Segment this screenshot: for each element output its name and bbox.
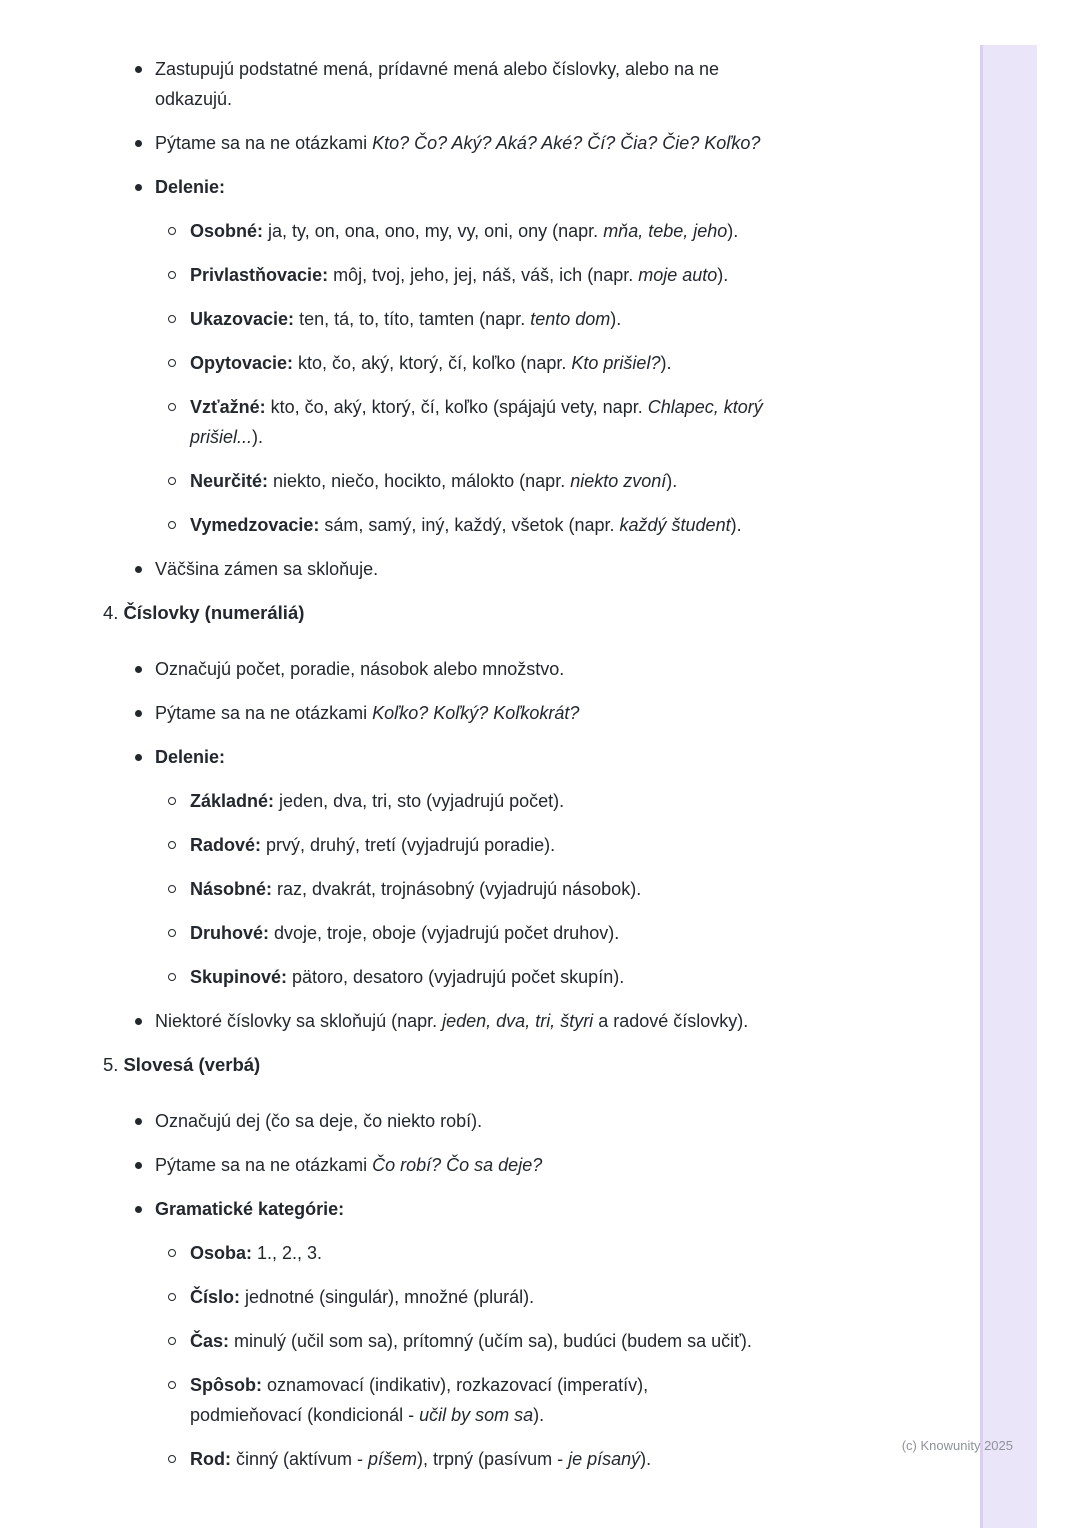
- bullet-circle-icon: [168, 918, 190, 948]
- section-heading: [103, 598, 855, 628]
- list-item-text: [190, 216, 855, 246]
- list-item: [103, 54, 855, 114]
- text-segment: ).: [252, 427, 264, 447]
- bullet-dot-icon: [135, 54, 155, 114]
- text-segment: Niektoré číslovky sa skloňujú (napr.: [155, 1011, 443, 1031]
- list-item: [103, 1282, 855, 1312]
- accent-stripe: [980, 45, 1037, 1528]
- text-segment: ).: [717, 265, 729, 285]
- text-segment: oznamovací (indikativ), rozkazovací (imperatív),: [262, 1375, 649, 1395]
- text-segment: prišiel...: [190, 427, 253, 447]
- text-segment: Delenie:: [155, 747, 226, 767]
- list-item: [103, 1106, 855, 1136]
- list-item: [103, 830, 855, 860]
- section-number: 5.: [103, 1054, 119, 1075]
- text-segment: jeden, dva, tri, štyri: [442, 1011, 594, 1031]
- text-segment: ), trpný (pasívum -: [417, 1449, 569, 1469]
- list-item: [103, 216, 855, 246]
- list-item-text: [155, 1106, 855, 1136]
- bullet-dot-icon: [135, 128, 155, 158]
- document-blocks: [103, 54, 855, 1474]
- list-item-text: [190, 874, 855, 904]
- text-segment: Osobné:: [190, 221, 264, 241]
- text-segment: Druhové:: [190, 923, 270, 943]
- bullet-circle-icon: [168, 216, 190, 246]
- text-segment: Neurčité:: [190, 471, 269, 491]
- bullet-circle-icon: [168, 786, 190, 816]
- text-segment: ).: [727, 221, 739, 241]
- list-item-text: [155, 172, 855, 202]
- bullet-dot-icon: [135, 172, 155, 202]
- section-number: 4.: [103, 602, 119, 623]
- list-item: [103, 128, 855, 158]
- list-item: [103, 348, 855, 378]
- text-segment: Chlapec, ktorý: [647, 397, 763, 417]
- text-segment: Označujú počet, poradie, násobok alebo množstvo.: [155, 659, 565, 679]
- list-item-text: [190, 260, 855, 290]
- list-item: [103, 510, 855, 540]
- text-segment: ).: [666, 471, 678, 491]
- section-heading: [103, 1050, 855, 1080]
- text-segment: Čo robí? Čo sa deje?: [372, 1155, 543, 1175]
- text-segment: jednotné (singulár), množné (plurál).: [240, 1287, 535, 1307]
- text-segment: ).: [730, 515, 742, 535]
- bullet-circle-icon: [168, 1238, 190, 1268]
- list-item: [103, 392, 855, 452]
- bullet-dot-icon: [135, 1006, 155, 1036]
- list-item-text: [155, 1194, 855, 1224]
- document-content: [103, 54, 855, 1488]
- list-item-text: [190, 1370, 855, 1430]
- text-segment: píšem: [368, 1449, 418, 1469]
- list-item: [103, 698, 855, 728]
- list-item-text: [155, 128, 855, 158]
- list-item: [103, 1150, 855, 1180]
- text-segment: Pýtame sa na ne otázkami: [155, 1155, 373, 1175]
- text-segment: mňa, tebe, jeho: [603, 221, 728, 241]
- text-segment: Delenie:: [155, 177, 226, 197]
- text-segment: Privlastňovacie:: [190, 265, 329, 285]
- bullet-circle-icon: [168, 962, 190, 992]
- list-item: [103, 874, 855, 904]
- bullet-circle-icon: [168, 510, 190, 540]
- text-segment: ).: [640, 1449, 652, 1469]
- list-item-text: [190, 1238, 855, 1268]
- list-item-text: [155, 1006, 855, 1036]
- list-item-text: [155, 742, 855, 772]
- text-segment: Kto prišiel?: [571, 353, 661, 373]
- text-segment: ).: [660, 353, 672, 373]
- list-item: [103, 1326, 855, 1356]
- list-item-text: [155, 1150, 855, 1180]
- text-segment: kto, čo, aký, ktorý, čí, koľko (napr.: [293, 353, 572, 373]
- bullet-circle-icon: [168, 348, 190, 378]
- list-item: [103, 654, 855, 684]
- list-item-text: [190, 510, 855, 540]
- text-segment: Základné:: [190, 791, 275, 811]
- bullet-circle-icon: [168, 260, 190, 290]
- list-item-text: [190, 1282, 855, 1312]
- list-item: [103, 1444, 855, 1474]
- text-segment: Koľko? Koľký? Koľkokrát?: [372, 703, 580, 723]
- list-item: [103, 742, 855, 772]
- text-segment: Číslo:: [190, 1287, 241, 1307]
- text-segment: je písaný: [568, 1449, 641, 1469]
- list-item: [103, 1370, 855, 1430]
- text-segment: Vzťažné:: [190, 397, 266, 417]
- list-item-text: [190, 304, 855, 334]
- text-segment: a radové číslovky).: [593, 1011, 749, 1031]
- list-item: [103, 918, 855, 948]
- text-segment: tento dom: [530, 309, 611, 329]
- list-item-text: [190, 1326, 855, 1356]
- text-segment: prvý, druhý, tretí (vyjadrujú poradie).: [261, 835, 556, 855]
- text-segment: Skupinové:: [190, 967, 288, 987]
- list-item: [103, 466, 855, 496]
- text-segment: niekto, niečo, hocikto, málokto (napr.: [268, 471, 571, 491]
- list-item-text: [190, 1444, 855, 1474]
- text-segment: Kto? Čo? Aký? Aká? Aké? Čí? Čia? Čie? Koľko?: [372, 133, 761, 153]
- text-segment: minulý (učil som sa), prítomný (učím sa), budúci (budem sa učiť).: [229, 1331, 752, 1351]
- bullet-dot-icon: [135, 554, 155, 584]
- text-segment: činný (aktívum -: [230, 1449, 369, 1469]
- bullet-list: [103, 54, 855, 584]
- bullet-dot-icon: [135, 654, 155, 684]
- list-item: [103, 304, 855, 334]
- section-title: Slovesá (verbá): [123, 1054, 261, 1075]
- bullet-circle-icon: [168, 830, 190, 860]
- text-segment: dvoje, troje, oboje (vyjadrujú počet druhov).: [269, 923, 620, 943]
- list-item: [103, 172, 855, 202]
- text-segment: Gramatické kategórie:: [155, 1199, 345, 1219]
- list-item-text: [190, 348, 855, 378]
- text-segment: Vymedzovacie:: [190, 515, 320, 535]
- text-segment: 1., 2., 3.: [252, 1243, 323, 1263]
- list-item-text: [155, 698, 855, 728]
- text-segment: Opytovacie:: [190, 353, 294, 373]
- text-segment: Pýtame sa na ne otázkami: [155, 133, 373, 153]
- bullet-circle-icon: [168, 1282, 190, 1312]
- text-segment: ).: [533, 1405, 545, 1425]
- bullet-circle-icon: [168, 1370, 190, 1430]
- text-segment: každý študent: [619, 515, 731, 535]
- text-segment: Väčšina zámen sa skloňuje.: [155, 559, 379, 579]
- list-item-text: [155, 554, 855, 584]
- text-segment: Ukazovacie:: [190, 309, 295, 329]
- text-segment: sám, samý, iný, každý, všetok (napr.: [319, 515, 620, 535]
- list-item: [103, 260, 855, 290]
- list-item: [103, 1006, 855, 1036]
- text-segment: ten, tá, to, títo, tamten (napr.: [294, 309, 531, 329]
- bullet-dot-icon: [135, 1194, 155, 1224]
- bullet-dot-icon: [135, 1106, 155, 1136]
- text-segment: Osoba:: [190, 1243, 253, 1263]
- list-item-text: [190, 830, 855, 860]
- text-segment: učil by som sa: [419, 1405, 534, 1425]
- bullet-circle-icon: [168, 466, 190, 496]
- text-segment: Čas:: [190, 1331, 230, 1351]
- list-item-text: [190, 918, 855, 948]
- bullet-circle-icon: [168, 392, 190, 452]
- bullet-circle-icon: [168, 874, 190, 904]
- list-item-text: [155, 654, 855, 684]
- list-item: [103, 554, 855, 584]
- text-segment: niekto zvoní: [570, 471, 667, 491]
- list-item: [103, 786, 855, 816]
- bullet-circle-icon: [168, 1444, 190, 1474]
- section-title: Číslovky (numeráliá): [123, 602, 305, 623]
- text-segment: Rod:: [190, 1449, 231, 1469]
- list-item: [103, 962, 855, 992]
- list-item: [103, 1238, 855, 1268]
- text-segment: Radové:: [190, 835, 262, 855]
- bullet-dot-icon: [135, 698, 155, 728]
- text-segment: Násobné:: [190, 879, 273, 899]
- list-item-text: [190, 962, 855, 992]
- text-segment: jeden, dva, tri, sto (vyjadrujú počet).: [274, 791, 565, 811]
- text-segment: moje auto: [638, 265, 718, 285]
- bullet-circle-icon: [168, 304, 190, 334]
- text-segment: ).: [610, 309, 622, 329]
- text-segment: podmieňovací (kondicionál -: [190, 1405, 420, 1425]
- list-item-text: [190, 786, 855, 816]
- text-segment: ja, ty, on, ona, ono, my, vy, oni, ony (napr.: [263, 221, 604, 241]
- text-segment: Spôsob:: [190, 1375, 262, 1395]
- list-item-text: [190, 466, 855, 496]
- bullet-dot-icon: [135, 742, 155, 772]
- text-segment: Označujú dej (čo sa deje, čo niekto robí).: [155, 1111, 483, 1131]
- list-item-text: [155, 54, 855, 114]
- text-segment: Pýtame sa na ne otázkami: [155, 703, 373, 723]
- text-segment: Zastupujú podstatné mená, prídavné mená alebo číslovky, alebo na ne: [155, 59, 720, 79]
- bullet-list: [103, 654, 855, 1036]
- text-segment: pätoro, desatoro (vyjadrujú počet skupín).: [287, 967, 625, 987]
- text-segment: odkazujú.: [155, 89, 233, 109]
- bullet-circle-icon: [168, 1326, 190, 1356]
- bullet-dot-icon: [135, 1150, 155, 1180]
- bullet-list: [103, 1106, 855, 1474]
- text-segment: kto, čo, aký, ktorý, čí, koľko (spájajú vety, napr.: [265, 397, 648, 417]
- list-item: [103, 1194, 855, 1224]
- copyright-notice: (c) Knowunity 2025: [901, 1438, 1013, 1453]
- text-segment: môj, tvoj, jeho, jej, náš, váš, ich (napr.: [328, 265, 639, 285]
- list-item-text: [190, 392, 855, 452]
- text-segment: raz, dvakrát, trojnásobný (vyjadrujú násobok).: [272, 879, 642, 899]
